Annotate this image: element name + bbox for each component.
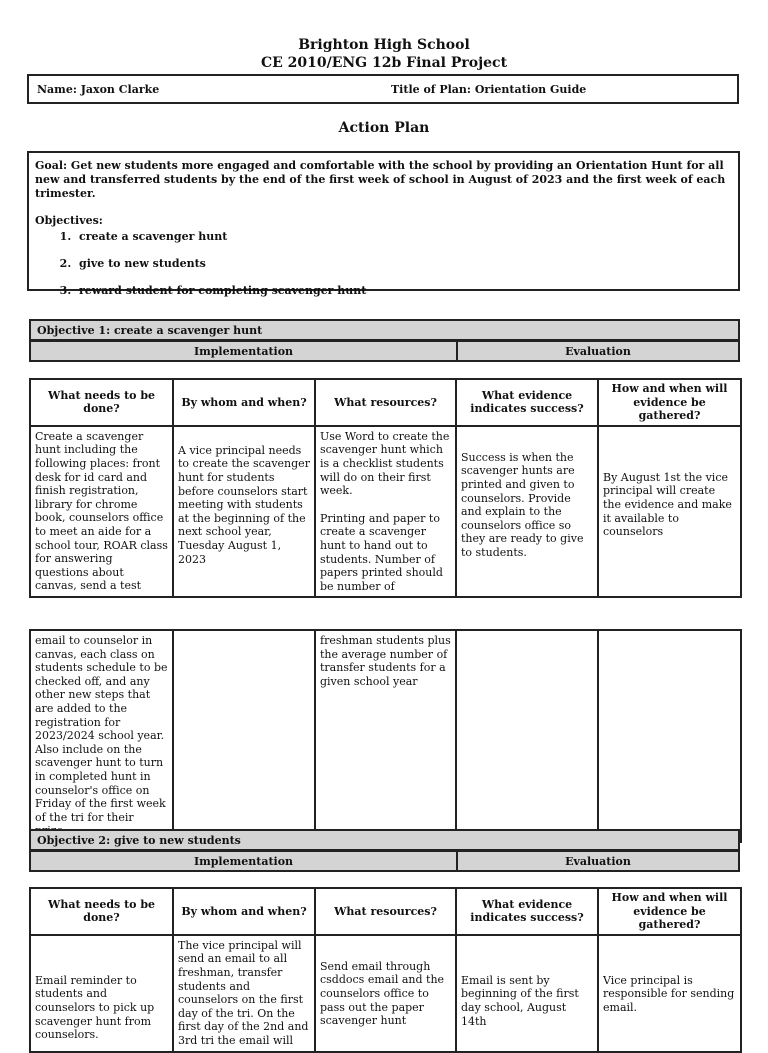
cell-evidence — [456, 630, 598, 842]
cell-evidence: Success is when the scavenger hunts are printed and given to counselors. Provide and explain to the counselors office so they are ready to give to students. — [456, 426, 598, 598]
cell-who: A vice principal needs to create the scavenger hunt for students before counselors start meeting with students at the beginning of the next school year, Tuesday August 1, 2023 — [173, 426, 315, 598]
col-who: By whom and when? — [173, 379, 315, 426]
objective-2-title: Objective 2: give to new students — [37, 834, 241, 847]
objective-2-table — [29, 887, 742, 1053]
table-row — [30, 630, 741, 842]
col-evidence: What evidence indicates success? — [456, 379, 598, 426]
cell-what: Create a scavenger hunt including the following places: front desk for id card and finish registration, library for chrome book, counselors office to meet an aide for a school tour, ROAR class for answering questions about canvas, send a test — [30, 426, 173, 598]
table-row — [30, 426, 741, 598]
col-what: What needs to be done? — [30, 379, 173, 426]
objective-item: 2. give to new students — [75, 257, 732, 271]
objective-1-title: Objective 1: create a scavenger hunt — [37, 324, 263, 337]
col-resources: What resources? — [315, 379, 456, 426]
objective-1-section-row — [29, 340, 740, 362]
cell-gathered: Vice principal is responsible for sending email. — [598, 935, 741, 1052]
cell-resources — [315, 426, 456, 598]
school-name: Brighton High School — [298, 37, 470, 53]
name-bar — [27, 74, 739, 104]
resources-text-a: Use Word to create the scavenger hunt which is a checklist students will do on their first week. — [320, 429, 450, 498]
cell-resources: freshman students plus the average number of transfer students for a given school year — [315, 630, 456, 842]
col-gathered: How and when will evidence be gathered? — [598, 888, 741, 935]
goal-text: Goal: Get new students more engaged and comfortable with the school by providing an Orientation Hunt for all new and transferred students by the end of the first week of school in August of 2023 and the first week of each trimester. — [35, 159, 726, 200]
evaluation-label: Evaluation — [565, 855, 631, 868]
col-gathered: How and when will evidence be gathered? — [598, 379, 741, 426]
col-evidence: What evidence indicates success? — [456, 888, 598, 935]
col-who: By whom and when? — [173, 888, 315, 935]
objectives-label: Objectives: — [35, 214, 103, 227]
cell-gathered: By August 1st the vice principal will create the evidence and make it available to counselors — [598, 426, 741, 598]
table-header-row — [30, 379, 741, 426]
evaluation-label: Evaluation — [565, 345, 631, 358]
resources-text-b: Printing and paper to create a scavenger hunt to hand out to students. Number of papers printed should be number of — [320, 511, 443, 593]
objective-2-header — [29, 829, 740, 851]
col-resources: What resources? — [315, 888, 456, 935]
cell-what: email to counselor in canvas, each class on students schedule to be checked off, and any other new steps that are added to the registration for 2023/2024 school year. Also include on the scavenger hunt to turn in completed hunt in counselor's office on Friday of the first week of the tri for their — [30, 630, 173, 842]
col-what: What needs to be done? — [30, 888, 173, 935]
objective-1-header — [29, 319, 740, 341]
objective-1-table — [29, 378, 742, 598]
objective-item: 3. reward student for completing scavenger hunt — [75, 284, 732, 298]
cell-resources: Send email through csddocs email and the counselors office to pass out the paper scavenger hunt — [315, 935, 456, 1052]
page-title: Action Plan — [338, 120, 430, 136]
cell-evidence: Email is sent by beginning of the first day school, August 14th — [456, 935, 598, 1052]
goal-box — [27, 151, 740, 297]
course-title: CE 2010/ENG 12b Final Project — [260, 55, 508, 71]
implementation-label: Implementation — [193, 855, 294, 868]
cell-gathered — [598, 630, 741, 842]
cell-who — [173, 630, 315, 842]
table-header-row — [30, 888, 741, 935]
student-name: Name: Jaxon Clarke — [37, 83, 160, 96]
table-row — [30, 935, 741, 1052]
implementation-label: Implementation — [193, 345, 294, 358]
plan-title: Title of Plan: Orientation Guide — [391, 83, 587, 96]
objectives-list — [35, 230, 732, 298]
cell-who: The vice principal will send an email to all freshman, transfer students and counselors on the first day of the tri. On the first day of the 2nd and 3rd tri the email will — [173, 935, 315, 1052]
cell-what: Email reminder to students and counselors to pick up scavenger hunt from counselors. — [30, 935, 173, 1052]
objective-1-table-continued — [29, 629, 742, 843]
objective-2-section-row — [29, 850, 740, 872]
objective-item: 1. create a scavenger hunt — [75, 230, 732, 244]
